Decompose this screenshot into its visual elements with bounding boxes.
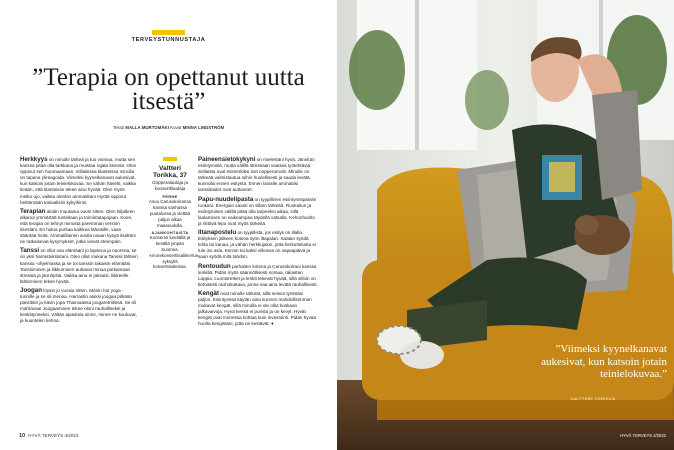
paragraph [198,264,318,288]
paragraph-text: parhaiten kotona ja Carusokoirani kanssa lenkillä. Pidän myös säännöllisesti somaa, rakastan Lappia. Luontoretket ja lenkit tekevät hyvää, sillä silloin on tietoisesti rauhoituttava, jonne saa aina levätä rauhallisesti. [198,263,318,287]
paragraph-lead: Paineensietokykyni [198,156,256,163]
paragraph-lead: Kengät [198,289,219,297]
paragraph-text: on mielestäni hyvä. Jännitän esiintymisiä, mutta välillä stressaan vaativia työtehtäviä. Sellaista ovat esimerkiksi isot oopperaroolit. Minulle on tärkeää valmistautua niihin huolellisesti ja saada levätä kunnolla ennen esitystä. Ennen laivalle ammattisi tanssitaidot ovat auttaneet. [198,157,315,193]
headline: ”Terapia on opettanut uutta itsestä” [32,64,305,115]
photo-page [337,0,674,450]
paragraph-text: ovat minulle tärkeät, sillä seison työssäni paljon. Esiintyessä käytän aina kunnon mahdollisimman mukavat kengät, sillä minulla ei ole ollut koskaan jalkavaivoja. Hyvä kenkä ei purista ja on kevyt. Hyvät kengät ovat monessa kohtaa kuin investointi. Pidän hyvää huolta kengistäni, jotta ne kestävät. ● [198,290,316,327]
paragraph-text: löysin jo vuosia sitten. Menin hot yoga -tunnille ja se oli menoa. Harrastin aluksi joogaa pitkään päivittäin ja kävin jopa Thaimaassa joogaretriitissä. Se oli mahtavaa! Joogaaminen tekee oloni rauhalliseksi ja keskittyneeksi. Vältän ajatuksia sinne, minne ne kuuluvat, ja kuuntelen kehoa. [20,287,137,324]
paragraph [198,157,318,194]
paragraph-lead: Papu-nuudelipasta [198,195,254,203]
pull-quote: ”Viimeksi kyynelkanavat aukesivat, kun katsoin jotain teinielokuvaa.” [541,343,667,380]
profile-role: Oopperalaulaja ja konserttilaulaja [151,179,188,191]
paragraph-lead: Tanssi [20,247,40,255]
paragraph-text: on tyypillistä, jos esitys on illalla. Esityksen jälkeen kotona syön iltapalan. Saatan syödä lohta tai kanaa, ja vähän herkkujakin, jotta herkuttelusta ei tule iso asia. Kerran tai kaksi viikossa on vapaapäivä ja saan syödä mitä tahdon. [198,230,316,260]
section-label: TERVEYSTUNNUSTAJA [131,37,206,43]
pull-quote-attribution: VALTTERI TORIKKA [570,396,616,401]
paragraph [20,248,138,285]
credits [0,125,337,130]
paragraph [198,291,318,328]
paragraph [20,209,138,246]
paragraph [198,230,318,260]
portrait-photo [337,0,674,450]
paragraph [20,288,138,325]
paragraph [20,157,138,206]
text-credit-label: Teksti [112,125,125,130]
profile-heading: PERHE [162,195,178,200]
body-column-2 [198,157,318,330]
page-folio-right: HYVÄ TERVEYS 4/2022 [620,433,666,438]
paragraph-text: on tyypillinen esiintymispäivän ruokani. Energian saanti on silloin tärkeää. Ruokailun ja esiintymisen välillä pitää olla tarpeeksi aikaa, sillä laulaminen on vaikeampaa täydellä vatsalla. Kehonhuolto ja riittävä lepo ovat myös tärkeitä. [198,196,317,226]
paragraph-text: on minulle tärkeä ja tuo voimaa, mutta sen kanssa pitää olla tarkkana ja muistaa rajata itsensä. Olen oppinut sen huomaamaan, millaisissa tilanteissa minulla on tapana ylireagoida. Viimeksi kyynelkanavat aukesivat, kun katsoin jotain teinielokuvaa. Se vähän hävetti, vaikka tiedän, että tilanteisiin tekee aina hyvää. Olen myös melko ujo, vaikka olenkin ammatiltani myötä oppinut heittämään tosiaalisiin kykyihinsi. [20,157,137,205]
magazine-name: HYVÄ TERVEYS 4/2022 [28,433,79,438]
page-number: 10 [19,433,26,439]
photo-credit-label: Kuvat [170,125,182,130]
profile-accent-bar [163,157,177,161]
paragraph-lead: Herkkyys [20,156,48,163]
paragraph-lead: Joogan [20,286,43,294]
paragraph-text: on ollut osa elämääni jo lapsena ja nuorena, se on yksi harrastuksistani. Olen ollut mukana Tanssii tähtien kanssa -ohjelmassa ja se toi tanssin takaisin elämääni. Tanssiminen ja liikkuminen auttavat minua purkamaan stressiä ja jännitystä. Vaikka aina ei jaksaisi, liikkeelle lähteminen tekee hyvää. [20,248,138,284]
profile-text: Asuu Carusokoiransa kanssa vanhassa puutalossa ja viettää paljon aikaa maaseudulla. [149,199,191,228]
paragraph-lead: Iltanapostelu [198,229,237,237]
paragraph-lead: Rentoudun [198,262,231,270]
paragraph-text: aloitin muutama vuosi sitten. Olen hiljalleen alkanut ymmärtää tunteitaan ja toimintatapojaan. Koen, että terapia on tehnyt minusta paremman version itsestäni. En halua purkaa kaikkea läheisille, vaan sääntää heitä. Ammatillainen avulla osaan kysyä itseltäni ne ratkaisevat kysymykset, jotka vievät eteenpäin. [20,208,136,245]
profile-heading: AJANKOHTAISTA [151,231,189,236]
paragraph-lead: Terapian [20,207,46,215]
profile-text: Konsertoi keväällä ja kesällä ympäri Suomea. Amorekonserttisalikiertue syksyllä konserttisaleissa. [149,235,199,270]
profile-box [149,157,199,270]
profile-name: Valtteri Torikka, 37 [153,165,187,180]
section-accent-bar [152,30,185,35]
page-folio [19,433,79,439]
body-column-1 [20,157,138,327]
text-credit-author: MALLA MURTOMÄKI [125,125,169,130]
photo-credit-author: MINNA LINDSTRÖM [182,125,225,130]
paragraph [198,197,318,227]
